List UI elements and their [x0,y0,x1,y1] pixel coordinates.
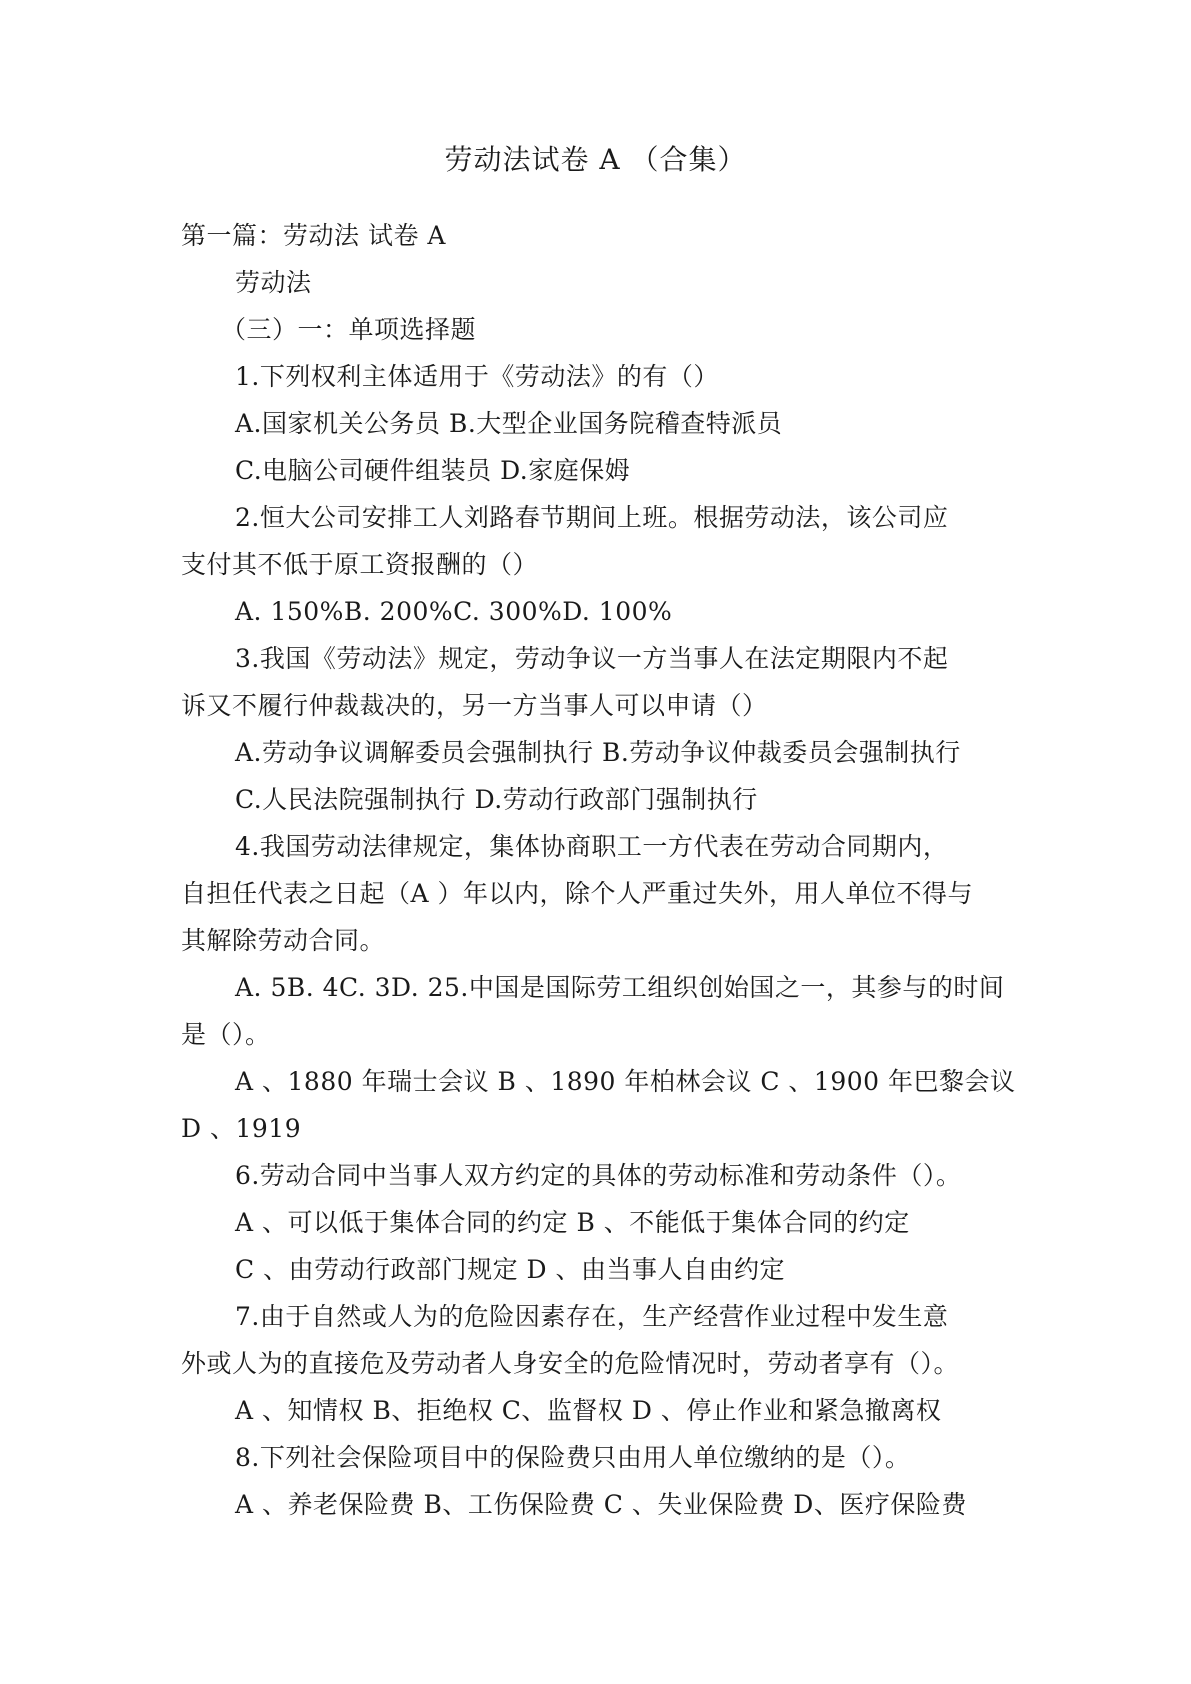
document-title: 劳动法试卷 A （合集） [444,143,747,176]
text-line: A.劳动争议调解委员会强制执行 B.劳动争议仲裁委员会强制执行 [235,738,961,767]
text-line: 8.下列社会保险项目中的保险费只由用人单位缴纳的是（）。 [235,1443,911,1472]
text-line: 4.我国劳动法律规定，集体协商职工一方代表在劳动合同期内， [235,832,949,861]
text-line: D 、1919 [181,1114,302,1143]
text-line: 3.我国《劳动法》规定，劳动争议一方当事人在法定期限内不起 [235,644,949,673]
text-line: 7.由于自然或人为的危险因素存在，生产经营作业过程中发生意 [235,1302,949,1331]
text-line: 诉又不履行仲裁裁决的，另一方当事人可以申请（） [181,691,768,720]
text-line: 2.恒大公司安排工人刘路春节期间上班。根据劳动法，该公司应 [235,503,949,532]
text-line: A 、知情权 B、拒绝权 C、监督权 D 、停止作业和紧急撤离权 [235,1396,942,1425]
text-line: A 、养老保险费 B、工伤保险费 C 、失业保险费 D、医疗保险费 [235,1490,967,1519]
text-line: 自担任代表之日起（A ）年以内，除个人严重过失外，用人单位不得与 [181,879,974,908]
text-line: A. 5B. 4C. 3D. 25.中国是国际劳工组织创始国之一，其参与的时间 [235,973,1005,1002]
text-line: C.电脑公司硬件组装员 D.家庭保姆 [235,456,631,485]
text-line: （三）一：单项选择题 [221,315,477,344]
text-line: C.人民法院强制执行 D.劳动行政部门强制执行 [235,785,758,814]
text-line: 支付其不低于原工资报酬的（） [181,550,539,579]
document-body [181,212,1021,1528]
text-line: 其解除劳动合同。 [181,926,386,955]
text-line: 劳动法 [235,268,312,297]
text-line: A 、1880 年瑞士会议 B 、1890 年柏林会议 C 、1900 年巴黎会议 [235,1067,1016,1096]
text-line: 6.劳动合同中当事人双方约定的具体的劳动标准和劳动条件（）。 [235,1161,962,1190]
text-line: A.国家机关公务员 B.大型企业国务院稽查特派员 [235,409,783,438]
text-line: A. 150%B. 200%C. 300%D. 100% [235,597,673,626]
text-line: 第一篇：劳动法 试卷 A [181,221,446,250]
text-line: C 、由劳动行政部门规定 D 、由当事人自由约定 [235,1255,786,1284]
text-line: 外或人为的直接危及劳动者人身安全的危险情况时，劳动者享有（）。 [181,1349,960,1378]
text-line: 1.下列权利主体适用于《劳动法》的有（） [235,362,719,391]
text-line: A 、可以低于集体合同的约定 B 、不能低于集体合同的约定 [235,1208,910,1237]
text-line: 是（）。 [181,1020,271,1049]
